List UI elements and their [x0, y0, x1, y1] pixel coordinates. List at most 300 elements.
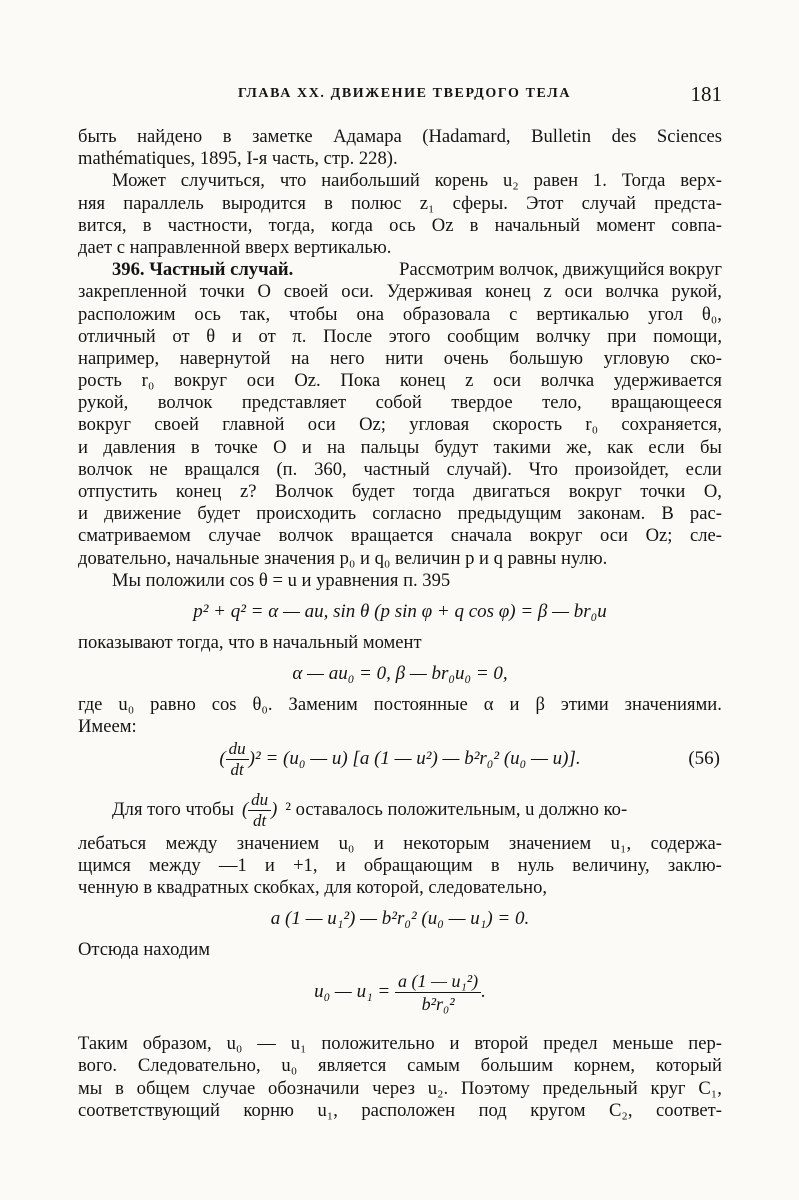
word: бы — [699, 436, 722, 458]
word: между — [149, 854, 201, 876]
word: —1 — [218, 854, 247, 876]
word: волчок — [278, 525, 334, 547]
fraction-denominator: dt — [253, 811, 267, 830]
word: очень — [443, 347, 489, 369]
text-line: дает с направленной вверх вертикалью. — [78, 236, 392, 258]
word: оси — [307, 414, 336, 436]
word: в — [490, 854, 500, 876]
fraction-difference — [395, 970, 481, 1015]
word: и — [231, 325, 242, 347]
word: сначала — [450, 525, 512, 547]
word: при — [607, 325, 637, 347]
word: Oz; — [645, 525, 673, 547]
word: сообщим — [447, 325, 520, 347]
word: начальный — [494, 214, 581, 236]
word: образовала — [402, 303, 491, 325]
word: полюс — [351, 192, 402, 214]
word: если — [685, 458, 722, 480]
word: 360, — [314, 458, 347, 480]
word: волчка — [540, 370, 595, 392]
text-line: Мы положили cos θ = u и уравнения п. 395 — [112, 569, 451, 591]
word: Oz; — [359, 414, 386, 436]
running-head: ГЛАВА XX. ДВИЖЕНИЕ ТВЕРДОГО ТЕЛА — [238, 86, 572, 101]
text-line — [78, 437, 722, 459]
word: в — [115, 1077, 124, 1099]
text-line: довательно, начальные значения p₀ и q₀ величин p и q равны нулю. — [78, 547, 608, 569]
word: под — [478, 1099, 507, 1121]
text-line — [78, 833, 722, 855]
text-line: ченную в квадратных скобках, для которой, следовательно, — [78, 876, 548, 898]
word: θ — [206, 325, 216, 347]
word: Oz. — [294, 370, 321, 392]
word: случае — [208, 525, 262, 547]
word: будут — [434, 436, 479, 458]
paragraph-conclusion — [78, 1033, 722, 1122]
section-heading: 396. Частный случай. — [112, 259, 294, 281]
word: предста- — [654, 192, 722, 214]
word: момент — [596, 214, 656, 236]
word: пер- — [688, 1033, 722, 1055]
word: если — [648, 436, 685, 458]
word: через — [372, 1077, 415, 1099]
word: угловая — [409, 414, 470, 436]
word: обращающим — [363, 854, 473, 876]
text-line — [78, 789, 722, 833]
word: и — [373, 832, 384, 854]
word: и — [509, 694, 520, 716]
word: отпустить — [78, 481, 158, 502]
word: круг — [650, 1077, 686, 1099]
word: щимся — [78, 854, 131, 876]
word: Заменим — [288, 694, 358, 716]
word: положительно — [321, 1033, 435, 1055]
word: совпа- — [671, 214, 722, 236]
word: сле- — [690, 525, 722, 547]
word: u₀ — [118, 694, 135, 716]
word: O — [257, 281, 271, 303]
word: и — [449, 1033, 460, 1055]
word: второй — [474, 1033, 529, 1055]
word: как — [607, 436, 634, 458]
word: случай — [581, 192, 637, 214]
word: вращался — [184, 458, 260, 480]
text-line: показывают тогда, что в начальный момент — [78, 631, 422, 653]
word: частности, — [167, 214, 253, 236]
word: и — [264, 854, 275, 876]
fraction-numerator: a (1 — u₁²) — [395, 970, 481, 993]
equation-rparen: ) — [248, 747, 255, 769]
word: своей — [154, 414, 199, 436]
word: Этот — [526, 192, 564, 214]
word: cos — [211, 694, 237, 716]
word: например, — [78, 347, 160, 369]
word: между — [165, 832, 218, 854]
spacer — [78, 779, 722, 789]
word: рукой, — [78, 392, 129, 414]
text-line — [78, 126, 722, 148]
fraction-denominator: b²r₀² — [421, 994, 455, 1015]
text-line — [78, 370, 722, 392]
word: u₂ — [502, 170, 519, 192]
word: Волчок — [274, 481, 334, 502]
word: этого — [388, 325, 431, 347]
word: вокруг — [174, 370, 227, 392]
word: +1, — [293, 854, 318, 876]
page-header — [78, 82, 722, 112]
word: z — [465, 370, 474, 392]
word: значениями. — [624, 694, 722, 716]
equation-initial-conditions: p² + q² = α — au, sin θ (p sin φ + q cos φ) = β — br₀u — [193, 600, 607, 622]
word: закрепленной — [78, 281, 187, 303]
word: корнем, — [573, 1055, 636, 1077]
word: вого. — [78, 1055, 118, 1077]
word: удерживается — [613, 370, 722, 392]
word: ось — [194, 303, 221, 325]
word: оси — [564, 281, 593, 303]
fraction-numerator: du — [248, 790, 271, 811]
word: мы — [78, 1077, 103, 1099]
word: верх- — [680, 170, 722, 192]
text-line: mathématiques, 1895, I-я часть, стр. 228). — [78, 148, 398, 170]
word: тогда — [413, 481, 455, 502]
text-line — [78, 525, 722, 547]
word: наибольший — [321, 170, 420, 192]
word: Bulletin — [531, 126, 592, 147]
text-line — [78, 1078, 722, 1100]
word: давления — [103, 436, 176, 458]
word: будет — [351, 481, 395, 502]
word: пальцы — [360, 436, 420, 458]
word: чтобы — [289, 303, 338, 325]
word: заметке — [252, 126, 313, 147]
word: z? — [239, 481, 257, 502]
word: и — [335, 854, 346, 876]
word: что — [279, 170, 307, 192]
word: вокруг — [529, 525, 583, 547]
word: на — [327, 436, 346, 458]
word: твердое — [451, 392, 513, 414]
text-span: ² оставалось положительным, u должно ко- — [285, 799, 628, 821]
equation-56 — [78, 739, 722, 779]
word: сматриваемом — [78, 525, 191, 547]
word: и — [78, 436, 88, 458]
word: 1. — [592, 170, 607, 192]
text-line — [78, 1055, 722, 1077]
word: случай). — [446, 458, 512, 480]
word: представляет — [241, 392, 347, 414]
word: Таким — [78, 1033, 128, 1055]
text-line — [78, 215, 722, 237]
word: z₁ — [419, 192, 435, 214]
word: произойдет, — [574, 458, 669, 480]
text-line — [78, 414, 722, 436]
word: меньше — [612, 1033, 674, 1055]
page-body — [78, 126, 722, 1122]
word: значением — [236, 832, 320, 854]
word: случиться, — [180, 170, 265, 192]
word: собой — [375, 392, 422, 414]
word: в — [469, 214, 479, 236]
word: движение — [104, 503, 182, 525]
word: отличный — [78, 325, 156, 347]
word: в — [324, 192, 333, 214]
text-line: Отсюда находим — [78, 939, 211, 961]
word: величину, — [572, 854, 650, 876]
word: найдено — [137, 126, 203, 147]
word: этими — [560, 694, 609, 716]
word: Может — [112, 170, 166, 192]
text-line — [78, 326, 722, 348]
section-first-line — [78, 259, 722, 281]
word: вращается — [350, 525, 434, 547]
word: O — [273, 436, 287, 458]
word: (Hadamard, — [422, 126, 511, 147]
word: нити — [385, 347, 424, 369]
word: равно — [150, 694, 196, 716]
word: точки — [640, 481, 686, 502]
word: случае — [202, 1077, 256, 1099]
word: θ₀. — [252, 694, 273, 716]
word: Удерживая — [386, 281, 473, 303]
word: содержа- — [650, 832, 722, 854]
word: является — [317, 1055, 387, 1077]
word: него — [329, 347, 365, 369]
text-line — [78, 481, 722, 503]
word: u₂. — [427, 1077, 449, 1099]
word: волчка — [605, 281, 659, 303]
word: точке — [214, 436, 258, 458]
word: обозначили — [268, 1077, 360, 1099]
fraction-numerator: du — [226, 739, 249, 760]
word: скорость — [492, 414, 563, 436]
word: u₁, — [610, 832, 632, 854]
word: вокруг — [78, 414, 131, 436]
word: Поэтому — [460, 1077, 530, 1099]
word: предел — [543, 1033, 598, 1055]
word: Что — [528, 458, 558, 480]
word: θ₀, — [701, 303, 722, 325]
paragraph-hadamard-ref — [78, 126, 722, 170]
word: так, — [239, 303, 271, 325]
word: навернутой — [179, 347, 271, 369]
word: вится, — [78, 214, 127, 236]
word: r₀ — [585, 414, 599, 436]
equation-lhs: u₀ — u₁ = — [314, 981, 396, 1003]
word: расположим — [78, 303, 176, 325]
text-line — [78, 170, 722, 192]
word: расположен — [361, 1099, 456, 1121]
text-line — [78, 281, 722, 303]
word: происходить — [256, 503, 357, 525]
word: на — [291, 347, 310, 369]
word: где — [78, 694, 103, 716]
equation-difference — [78, 961, 722, 1023]
word: рость — [78, 370, 122, 392]
word: ско- — [690, 347, 722, 369]
word: в — [142, 214, 152, 236]
word: общем — [136, 1077, 190, 1099]
word: она — [356, 303, 384, 325]
word: рукой, — [671, 281, 722, 303]
equation-lparen: ( — [219, 747, 226, 769]
word: r₀ — [141, 370, 155, 392]
word: кругом — [530, 1099, 586, 1121]
word: u₀ — [281, 1055, 298, 1077]
text-line — [78, 1033, 722, 1055]
word: C₂, — [609, 1099, 633, 1121]
equation-rhs: ² = (u₀ — u) [a (1 — u²) — b²r₀² (u₀ — u)]. — [255, 747, 581, 769]
equation-number: (56) — [688, 747, 720, 769]
word: предыдущим — [457, 503, 562, 525]
word: такими — [493, 436, 551, 458]
word: когда — [331, 214, 373, 236]
word: выродится — [221, 192, 306, 214]
word: конец — [399, 370, 446, 392]
text-line — [78, 348, 722, 370]
word: В — [661, 503, 674, 525]
word: частный — [363, 458, 430, 480]
word: тогда, — [268, 214, 315, 236]
word: некоторым — [403, 832, 490, 854]
word: равен — [533, 170, 579, 192]
word: оси. — [341, 281, 374, 303]
fraction-denominator: dt — [230, 759, 244, 779]
word: оси — [600, 525, 628, 547]
word: Oz — [431, 214, 454, 236]
word: законам. — [577, 503, 646, 525]
word: не — [149, 458, 168, 480]
word: предельный — [542, 1077, 638, 1099]
word: корню — [243, 1099, 294, 1121]
word: u₁, — [317, 1099, 338, 1121]
text-line — [78, 459, 722, 481]
word: двигаться — [473, 481, 551, 502]
text-line — [78, 503, 722, 525]
page-number: 181 — [690, 82, 722, 106]
equation-constants: α — au₀ = 0, β — br₀u₀ = 0, — [292, 663, 508, 685]
word: вокруг — [568, 481, 622, 502]
paragraph-largest-root — [78, 170, 722, 259]
word: π. — [292, 325, 307, 347]
word: После — [323, 325, 373, 347]
word: сферы. — [452, 192, 508, 214]
word: O, — [703, 481, 722, 502]
word: своей — [283, 281, 329, 303]
word: Адамара — [333, 126, 402, 147]
word: z — [543, 281, 552, 303]
text-span: Рассмотрим волчок, движущийся вокруг — [399, 259, 722, 281]
word: от — [258, 325, 276, 347]
word: точки — [199, 281, 245, 303]
word: волчок — [78, 458, 133, 480]
word: соответствующий — [78, 1099, 220, 1121]
word: оси — [246, 370, 275, 392]
text-line — [78, 1100, 722, 1122]
word: нуль — [517, 854, 554, 876]
word: вертикалью — [536, 303, 630, 325]
word: рас- — [689, 503, 722, 525]
text-line — [78, 392, 722, 414]
text-line — [78, 855, 722, 877]
word: соответ- — [656, 1099, 722, 1121]
word: и — [301, 436, 312, 458]
equation-u1-condition: a (1 — u₁²) — b²r₀² (u₀ — u₁) = 0. — [270, 908, 530, 930]
text-line — [78, 193, 722, 215]
word: главной — [222, 414, 285, 436]
word: няя — [78, 192, 106, 214]
text-span: Для того чтобы — [112, 799, 234, 821]
word: параллель — [123, 192, 204, 214]
word: Следовательно, — [137, 1055, 261, 1077]
inline-fraction: ( $\frac{du}{dt}$ ) — [241, 790, 278, 830]
word: в — [190, 436, 200, 458]
word: значением — [508, 832, 592, 854]
word: u₀ — [338, 832, 355, 854]
word: des — [611, 126, 637, 147]
word: Пока — [340, 370, 381, 392]
paragraph-oscillation — [78, 789, 722, 900]
word: в — [222, 126, 232, 147]
word: постоянные — [373, 694, 468, 716]
word: Тогда — [621, 170, 666, 192]
section-396 — [78, 259, 722, 570]
word: будет — [197, 503, 241, 525]
fraction-du-dt — [226, 739, 249, 780]
word: волчок — [157, 392, 213, 414]
word: вращающееся — [611, 392, 722, 414]
word: тело, — [542, 392, 582, 414]
word: от — [172, 325, 190, 347]
word: оси — [493, 370, 522, 392]
text-line — [78, 304, 722, 326]
word: помощи, — [653, 325, 722, 347]
word: конец — [485, 281, 531, 303]
word: быть — [78, 126, 117, 147]
word: большую — [509, 347, 584, 369]
word: лебаться — [78, 832, 147, 854]
word: волчку — [536, 325, 591, 347]
word: с — [509, 303, 518, 325]
word: самым — [407, 1055, 460, 1077]
word: согласно — [372, 503, 442, 525]
word: ось — [389, 214, 416, 236]
word: β — [535, 694, 545, 716]
equation-tail: . — [481, 981, 486, 1003]
word: сохраняется, — [621, 414, 722, 436]
word: заклю- — [667, 854, 722, 876]
word: — — [257, 1033, 276, 1055]
word: конец — [175, 481, 222, 502]
word: Sciences — [656, 126, 722, 147]
word: же, — [566, 436, 592, 458]
word: u₁ — [290, 1033, 307, 1055]
word: и — [78, 503, 88, 525]
word: α — [483, 694, 494, 716]
word: большим — [480, 1055, 553, 1077]
word: C₁, — [698, 1077, 722, 1099]
word: образом, — [142, 1033, 212, 1055]
text-line: Имеем: — [78, 716, 137, 738]
word: угловую — [603, 347, 670, 369]
fraction-du-dt-inline — [248, 790, 271, 831]
text-line — [78, 694, 722, 716]
word: угол — [648, 303, 683, 325]
word: который — [655, 1055, 722, 1077]
spacer — [78, 1023, 722, 1033]
word: корень — [434, 170, 489, 192]
word: (п. — [276, 458, 298, 480]
word: u₀ — [226, 1033, 243, 1055]
